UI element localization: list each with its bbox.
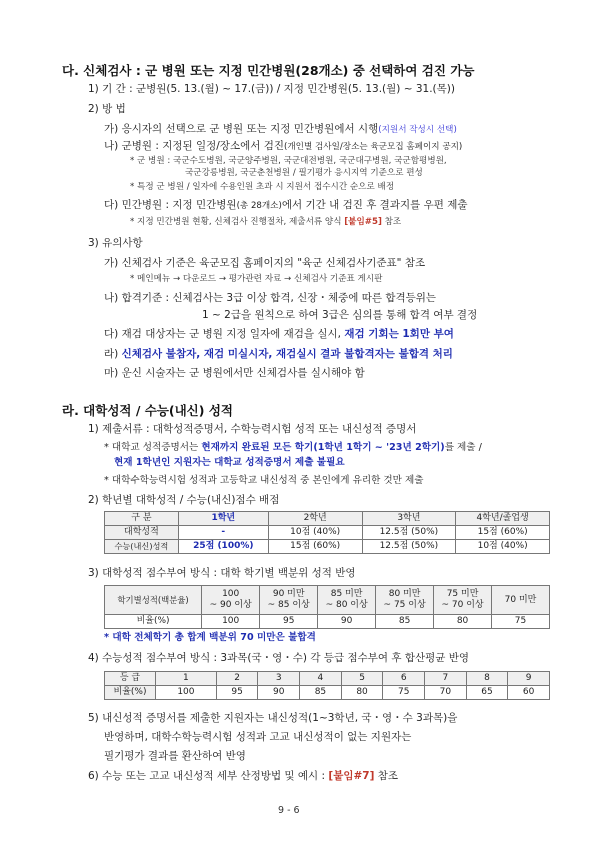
suneung-grade-table <box>104 671 550 700</box>
table-header-cell: 8 <box>466 672 508 686</box>
table-cell: 25점 (100%) <box>178 540 268 554</box>
exam-period: 1) 기 간 : 군병원(5. 13.(월) ~ 17.(금)) / 지정 민간병원(5. 13.(월) ~ 31.(목)) <box>88 83 455 95</box>
table-cell: 수능(내신)성적 <box>105 540 179 554</box>
precautions-heading: 3) 유의사항 <box>88 237 143 249</box>
method-da <box>104 198 468 213</box>
private-hospital-note <box>130 216 401 228</box>
retest-once-note: 재검 기회는 1회만 부여 <box>344 328 454 340</box>
table-row <box>105 540 550 554</box>
suneung-score-method: 4) 수능성적 점수부여 방식 : 3과목(국・영・수) 각 등급 점수부여 후 합산평균 반영 <box>88 652 470 664</box>
method-ga-note: (지원서 작성시 선택) <box>378 125 457 135</box>
precaution-ma: 마) 운신 시술자는 군 병원에서만 신체검사를 실시해야 함 <box>104 367 365 379</box>
precaution-ra <box>104 347 453 361</box>
table-cell: 비율(%) <box>105 615 202 629</box>
college-score-method: 3) 대학성적 점수부여 방식 : 대학 학기별 백분위 성적 반영 <box>88 567 356 579</box>
fail-condition-note: 신체검사 불참자, 재검 미실시자, 재검실시 결과 불합격자는 불합격 처리 <box>121 348 453 360</box>
table-cell: 65 <box>466 686 508 700</box>
method-na <box>104 139 462 154</box>
table-cell: 비율(%) <box>105 686 156 700</box>
download-path-note: * 메인메뉴 → 다운로드 → 평가관련 자료 → 신체검사 기준표 게시판 <box>130 274 383 284</box>
table-header-cell: 80 미만 ~ 75 이상 <box>376 586 434 615</box>
precaution-ra-label: 라) <box>104 348 122 360</box>
precaution-da <box>104 327 454 341</box>
table-header-cell: 1학년 <box>178 512 268 526</box>
table-header-cell: 학기별성적(백분율) <box>105 586 202 615</box>
table-header-cell: 6 <box>383 672 425 686</box>
attachment-7-ref: [붙임#7] <box>328 770 375 782</box>
section-title-grades: 라. 대학성적 / 수능(내신) 성적 <box>62 403 233 418</box>
score-allocation-heading: 2) 학년별 대학성적 / 수능(내신)점수 배점 <box>88 494 280 506</box>
table-header-row <box>105 586 550 615</box>
method-na-text: 나) 군병원 : 지정된 일정/장소에서 검진 <box>104 140 285 152</box>
precaution-ga: 가) 신체검사 기준은 육군모집 홈페이지의 "육군 신체검사기준표" 참조 <box>104 257 426 269</box>
naesin-line-3: 필기평가 결과를 환산하여 반영 <box>104 750 246 762</box>
table-header-cell: 9 <box>508 672 550 686</box>
table-cell: 95 <box>216 686 258 700</box>
method-ga-text: 가) 응시자의 선택으로 군 병원 또는 지정 민간병원에서 시행 <box>104 123 379 135</box>
transcript-note-1 <box>104 441 482 455</box>
table-cell: - <box>178 526 268 540</box>
precaution-na-2: 1 ~ 2급을 원칙으로 하여 3급은 심의를 통해 합격 여부 결정 <box>202 309 478 321</box>
transcript-note-end: 를 제출 / <box>444 442 482 453</box>
table-header-row <box>105 672 550 686</box>
favorable-score-note: * 대학수학능력시험 성적과 고등학교 내신성적 중 본인에게 유리한 것만 제출 <box>104 475 424 486</box>
table-header-cell: 2학년 <box>268 512 362 526</box>
freshman-exempt-note: 현재 1학년인 지원자는 대학교 성적증명서 제출 불필요 <box>114 457 345 468</box>
required-documents: 1) 제출서류 : 대학성적증명서, 수학능력시험 성적 또는 내신성적 증명서 <box>88 423 417 435</box>
table-cell: 80 <box>341 686 383 700</box>
precaution-na-1: 나) 합격기준 : 신체검사는 3급 이상 합격, 신장・체중에 따른 합격등위는 <box>104 292 437 304</box>
table-header-row <box>105 512 550 526</box>
table-cell: 70 <box>425 686 467 700</box>
table-cell: 대학성적 <box>105 526 179 540</box>
section-title-physical-exam: 다. 신체검사 : 군 병원 또는 지정 민간병원(28개소) 중 선택하여 검진 가능 <box>62 63 475 78</box>
table-cell: 100 <box>156 686 217 700</box>
table-cell: 15점 (60%) <box>268 540 362 554</box>
table-cell: 90 <box>318 615 376 629</box>
transcript-semesters: 현재까지 완료된 모든 학기(1학년 1학기 ~ '23년 2학기) <box>201 442 445 453</box>
detail-method-end: 참조 <box>374 770 399 782</box>
method-na-note: (개인별 검사일/장소는 육군모집 홈페이지 공지) <box>284 142 463 152</box>
military-hospital-note-2: 국군강릉병원, 국군춘천병원 / 필기평가 응시지역 기준으로 편성 <box>185 168 423 178</box>
table-header-cell: 3학년 <box>362 512 456 526</box>
private-hospital-note-text: * 지정 민간병원 현황, 신체검사 진행절차, 제출서류 양식 <box>130 217 345 227</box>
table-header-cell: 4 <box>300 672 342 686</box>
table-cell: 12.5점 (50%) <box>362 540 456 554</box>
table-header-cell: 90 미만 ~ 85 이상 <box>260 586 318 615</box>
detail-method-text: 6) 수능 또는 고교 내신성적 세부 산정방법 및 예시 : <box>88 770 329 782</box>
table-row <box>105 526 550 540</box>
table-cell: 95 <box>260 615 318 629</box>
table-cell: 10점 (40%) <box>456 540 550 554</box>
table-cell: 85 <box>376 615 434 629</box>
score-allocation-table <box>104 511 550 554</box>
table-header-cell: 1 <box>156 672 217 686</box>
table-header-cell: 3 <box>258 672 300 686</box>
detail-method-line <box>88 769 398 783</box>
page-number: 9 - 6 <box>278 805 300 816</box>
table-header-cell: 7 <box>425 672 467 686</box>
method-da-count: (총 28개소) <box>236 201 282 211</box>
table-cell: 75 <box>383 686 425 700</box>
table-cell: 10점 (40%) <box>268 526 362 540</box>
table-header-cell: 70 미만 <box>492 586 550 615</box>
table-cell: 15점 (60%) <box>456 526 550 540</box>
transcript-note-text: * 대학교 성적증명서는 <box>104 442 202 453</box>
attachment-5-ref: [붙임#5] <box>344 217 382 227</box>
table-header-cell: 75 미만 ~ 70 이상 <box>434 586 492 615</box>
naesin-line-1: 5) 내신성적 증명서를 제출한 지원자는 내신성적(1~3학년, 국・영・수 3과목)을 <box>88 712 458 724</box>
table-cell: 90 <box>258 686 300 700</box>
table-cell: 80 <box>434 615 492 629</box>
naesin-line-2: 반영하며, 대학수학능력시험 성적과 고교 내신성적이 없는 지원자는 <box>104 731 412 743</box>
method-da-text: 다) 민간병원 : 지정 민간병원 <box>104 199 237 211</box>
table-cell: 100 <box>202 615 260 629</box>
table-header-cell: 등 급 <box>105 672 156 686</box>
military-hospital-note-1: * 군 병원 : 국군수도병원, 국군양주병원, 국군대전병원, 국군대구병원, 국군함평병원, <box>130 156 447 166</box>
table-header-cell: 2 <box>216 672 258 686</box>
table-cell: 60 <box>508 686 550 700</box>
table-row <box>105 686 550 700</box>
fail-under-70-note: * 대학 전체학기 총 합계 백분위 70 미만은 불합격 <box>104 632 316 643</box>
table-cell: 75 <box>492 615 550 629</box>
table-header-cell: 5 <box>341 672 383 686</box>
table-cell: 12.5점 (50%) <box>362 526 456 540</box>
method-ga <box>104 122 457 137</box>
method-da-text-2: 에서 기간 내 검진 후 결과지를 우편 제출 <box>281 199 468 211</box>
exam-method-heading: 2) 방 법 <box>88 103 126 115</box>
table-cell: 85 <box>300 686 342 700</box>
private-hospital-note-end: 참조 <box>381 217 402 227</box>
table-row <box>105 615 550 629</box>
capacity-note: * 특정 군 병원 / 일자에 수용인원 초과 시 지원서 접수시간 순으로 배정 <box>130 182 395 192</box>
table-header-cell: 100 ~ 90 이상 <box>202 586 260 615</box>
college-percentile-table <box>104 585 550 629</box>
table-header-cell: 85 미만 ~ 80 이상 <box>318 586 376 615</box>
table-header-cell: 4학년/졸업생 <box>456 512 550 526</box>
table-header-cell: 구 분 <box>105 512 179 526</box>
precaution-da-text: 다) 재검 대상자는 군 병원 지정 일자에 재검을 실시, <box>104 328 345 340</box>
